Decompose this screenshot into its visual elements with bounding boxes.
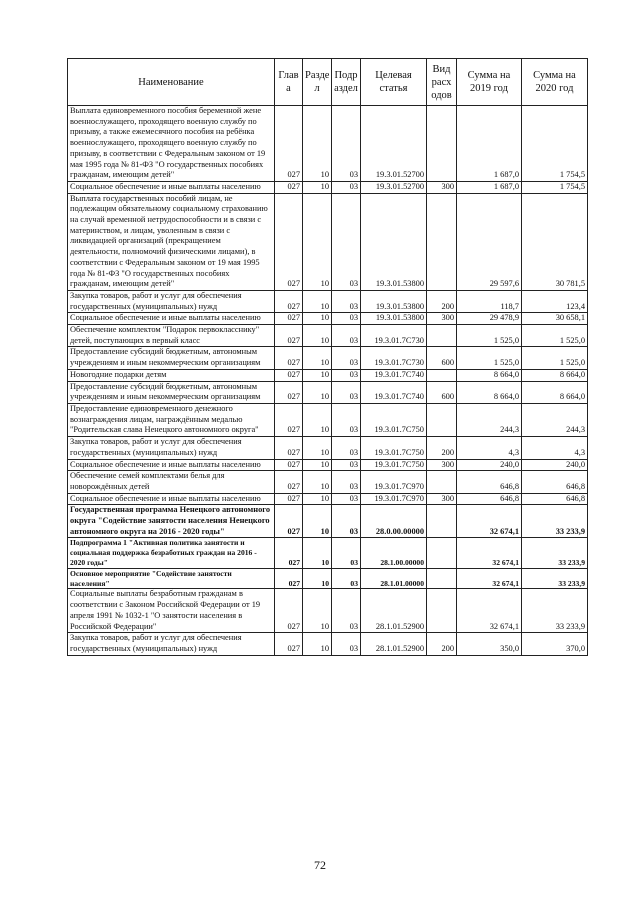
page-number: 72 xyxy=(314,858,326,872)
header-row xyxy=(68,59,588,106)
cell-sum-2020: 1 525,0 xyxy=(522,325,588,347)
cell-kind: 300 xyxy=(427,181,457,193)
cell-glava: 027 xyxy=(275,403,303,436)
cell-kind: 200 xyxy=(427,633,457,655)
cell-razdel: 10 xyxy=(303,193,332,290)
cell-razdel: 10 xyxy=(303,493,332,505)
cell-name: Закупка товаров, работ и услуг для обеспечения государственных (муниципальных) нужд xyxy=(68,437,275,459)
cell-sum-2020: 244,3 xyxy=(522,403,588,436)
header-sum-2020: Сумма на 2020 год xyxy=(522,59,588,106)
cell-sum-2020: 8 664,0 xyxy=(522,369,588,381)
cell-glava: 027 xyxy=(275,381,303,403)
cell-razdel: 10 xyxy=(303,290,332,312)
cell-sum-2019: 240,0 xyxy=(457,459,522,471)
cell-kind xyxy=(427,568,457,589)
cell-target: 28.1.01.52900 xyxy=(361,633,427,655)
cell-podrazdel: 03 xyxy=(332,589,361,633)
table-row xyxy=(68,493,588,505)
cell-sum-2020: 33 233,9 xyxy=(522,505,588,538)
cell-target: 19.3.01.7С730 xyxy=(361,325,427,347)
table-row xyxy=(68,193,588,290)
cell-name: Государственная программа Ненецкого автономного округа "Содействие занятости населения Ненецкого автономного округа на 2016 - 2020 годы" xyxy=(68,505,275,538)
header-glava: Глав а xyxy=(275,59,303,106)
cell-podrazdel: 03 xyxy=(332,493,361,505)
header-target: Целевая статья xyxy=(361,59,427,106)
cell-sum-2019: 32 674,1 xyxy=(457,505,522,538)
cell-sum-2020: 370,0 xyxy=(522,633,588,655)
cell-name: Закупка товаров, работ и услуг для обеспечения государственных (муниципальных) нужд xyxy=(68,633,275,655)
table-row xyxy=(68,403,588,436)
cell-name: Новогодние подарки детям xyxy=(68,369,275,381)
cell-glava: 027 xyxy=(275,106,303,182)
header-name: Наименование xyxy=(68,59,275,106)
cell-target: 19.3.01.7С730 xyxy=(361,347,427,369)
cell-glava: 027 xyxy=(275,568,303,589)
table-row xyxy=(68,347,588,369)
cell-name: Основное мероприятие "Содействие занятости населения" xyxy=(68,568,275,589)
cell-glava: 027 xyxy=(275,325,303,347)
table-row xyxy=(68,589,588,633)
cell-kind xyxy=(427,403,457,436)
table-row xyxy=(68,369,588,381)
cell-podrazdel: 03 xyxy=(332,313,361,325)
cell-razdel: 10 xyxy=(303,369,332,381)
cell-podrazdel: 03 xyxy=(332,471,361,493)
cell-kind xyxy=(427,325,457,347)
cell-glava: 027 xyxy=(275,181,303,193)
cell-podrazdel: 03 xyxy=(332,459,361,471)
cell-sum-2019: 32 674,1 xyxy=(457,568,522,589)
cell-name: Социальные выплаты безработным гражданам в соответствии с Законом Российской Федерации от 19 апреля 1991 № 1032-1 "О занятости населения в Российской Федерации" xyxy=(68,589,275,633)
cell-podrazdel: 03 xyxy=(332,325,361,347)
cell-sum-2020: 646,8 xyxy=(522,471,588,493)
cell-glava: 027 xyxy=(275,369,303,381)
cell-sum-2019: 29 597,6 xyxy=(457,193,522,290)
cell-kind: 300 xyxy=(427,313,457,325)
cell-glava: 027 xyxy=(275,589,303,633)
cell-razdel: 10 xyxy=(303,325,332,347)
cell-target: 19.3.01.7С970 xyxy=(361,471,427,493)
table-row xyxy=(68,181,588,193)
cell-razdel: 10 xyxy=(303,471,332,493)
table-row xyxy=(68,106,588,182)
cell-sum-2019: 32 674,1 xyxy=(457,538,522,568)
cell-sum-2019: 8 664,0 xyxy=(457,369,522,381)
cell-sum-2020: 33 233,9 xyxy=(522,589,588,633)
cell-kind xyxy=(427,106,457,182)
cell-target: 19.3.01.53800 xyxy=(361,313,427,325)
cell-glava: 027 xyxy=(275,290,303,312)
cell-podrazdel: 03 xyxy=(332,381,361,403)
cell-kind xyxy=(427,538,457,568)
cell-name: Закупка товаров, работ и услуг для обеспечения государственных (муниципальных) нужд xyxy=(68,290,275,312)
cell-sum-2019: 1 687,0 xyxy=(457,181,522,193)
cell-podrazdel: 03 xyxy=(332,403,361,436)
cell-target: 19.3.01.7С970 xyxy=(361,493,427,505)
cell-sum-2020: 1 525,0 xyxy=(522,347,588,369)
cell-podrazdel: 03 xyxy=(332,290,361,312)
cell-razdel: 10 xyxy=(303,181,332,193)
cell-razdel: 10 xyxy=(303,381,332,403)
cell-kind xyxy=(427,369,457,381)
cell-kind xyxy=(427,505,457,538)
cell-razdel: 10 xyxy=(303,313,332,325)
cell-podrazdel: 03 xyxy=(332,633,361,655)
cell-sum-2019: 4,3 xyxy=(457,437,522,459)
cell-name: Социальное обеспечение и иные выплаты населению xyxy=(68,313,275,325)
cell-kind xyxy=(427,471,457,493)
cell-name: Подпрограмма 1 "Активная политика занятости и социальная поддержка безработных граждан на 2016 - 2020 годы" xyxy=(68,538,275,568)
cell-target: 28.1.01.52900 xyxy=(361,589,427,633)
cell-glava: 027 xyxy=(275,505,303,538)
cell-sum-2019: 8 664,0 xyxy=(457,381,522,403)
cell-razdel: 10 xyxy=(303,568,332,589)
cell-sum-2020: 4,3 xyxy=(522,437,588,459)
cell-name: Обеспечение семей комплектами белья для новорождённых детей xyxy=(68,471,275,493)
cell-razdel: 10 xyxy=(303,437,332,459)
cell-razdel: 10 xyxy=(303,403,332,436)
cell-target: 19.3.01.7С750 xyxy=(361,459,427,471)
cell-sum-2020: 33 233,9 xyxy=(522,568,588,589)
cell-sum-2019: 32 674,1 xyxy=(457,589,522,633)
cell-podrazdel: 03 xyxy=(332,538,361,568)
cell-name: Предоставление субсидий бюджетным, автономным учреждениям и иным некоммерческим организациям xyxy=(68,381,275,403)
cell-kind: 200 xyxy=(427,290,457,312)
table-row xyxy=(68,505,588,538)
table-row xyxy=(68,437,588,459)
table-row xyxy=(68,538,588,568)
cell-name: Социальное обеспечение и иные выплаты населению xyxy=(68,493,275,505)
header-podrazdel: Подр аздел xyxy=(332,59,361,106)
cell-sum-2020: 30 781,5 xyxy=(522,193,588,290)
cell-sum-2019: 350,0 xyxy=(457,633,522,655)
cell-target: 28.1.00.00000 xyxy=(361,538,427,568)
header-sum-2019: Сумма на 2019 год xyxy=(457,59,522,106)
cell-razdel: 10 xyxy=(303,347,332,369)
cell-podrazdel: 03 xyxy=(332,505,361,538)
cell-sum-2020: 1 754,5 xyxy=(522,181,588,193)
cell-kind: 300 xyxy=(427,493,457,505)
table-row xyxy=(68,313,588,325)
cell-name: Обеспечение комплектом "Подарок первокласснику" детей, поступающих в первый класс xyxy=(68,325,275,347)
cell-podrazdel: 03 xyxy=(332,568,361,589)
cell-glava: 027 xyxy=(275,538,303,568)
table-row xyxy=(68,459,588,471)
table-row xyxy=(68,325,588,347)
table-row xyxy=(68,290,588,312)
cell-target: 19.3.01.7С750 xyxy=(361,437,427,459)
cell-sum-2019: 118,7 xyxy=(457,290,522,312)
cell-kind: 200 xyxy=(427,437,457,459)
table-body xyxy=(68,106,588,656)
cell-sum-2019: 1 525,0 xyxy=(457,347,522,369)
cell-target: 19.3.01.7С740 xyxy=(361,369,427,381)
cell-kind: 600 xyxy=(427,381,457,403)
cell-sum-2020: 1 754,5 xyxy=(522,106,588,182)
cell-target: 19.3.01.53800 xyxy=(361,290,427,312)
cell-glava: 027 xyxy=(275,459,303,471)
cell-kind: 300 xyxy=(427,459,457,471)
cell-target: 19.3.01.7С750 xyxy=(361,403,427,436)
cell-podrazdel: 03 xyxy=(332,106,361,182)
cell-razdel: 10 xyxy=(303,459,332,471)
cell-razdel: 10 xyxy=(303,505,332,538)
cell-kind: 600 xyxy=(427,347,457,369)
header-kind: Вид расх одов xyxy=(427,59,457,106)
cell-sum-2020: 33 233,9 xyxy=(522,538,588,568)
cell-glava: 027 xyxy=(275,493,303,505)
cell-sum-2020: 30 658,1 xyxy=(522,313,588,325)
cell-sum-2019: 29 478,9 xyxy=(457,313,522,325)
cell-sum-2020: 123,4 xyxy=(522,290,588,312)
header-razdel: Разде л xyxy=(303,59,332,106)
table-row xyxy=(68,381,588,403)
cell-sum-2019: 646,8 xyxy=(457,471,522,493)
cell-name: Предоставление единовременного денежного вознаграждения лицам, награждённым медалью "Родительская слава Ненецкого автономного округа" xyxy=(68,403,275,436)
cell-razdel: 10 xyxy=(303,106,332,182)
cell-glava: 027 xyxy=(275,313,303,325)
cell-sum-2019: 1 525,0 xyxy=(457,325,522,347)
cell-razdel: 10 xyxy=(303,589,332,633)
table-row xyxy=(68,633,588,655)
cell-glava: 027 xyxy=(275,437,303,459)
cell-name: Выплата единовременного пособия беременной жене военнослужащего, проходящего военную службу по призыву, а также ежемесячного пособия на ребёнка военнослужащего, проходящего военную службу по призыву, в соответствии с Федеральным законом от 19 мая 1995 года № 81-ФЗ "О государственных пособиях гражданам, имеющим детей" xyxy=(68,106,275,182)
cell-kind xyxy=(427,193,457,290)
cell-podrazdel: 03 xyxy=(332,437,361,459)
cell-sum-2020: 8 664,0 xyxy=(522,381,588,403)
cell-name: Социальное обеспечение и иные выплаты населению xyxy=(68,459,275,471)
cell-podrazdel: 03 xyxy=(332,193,361,290)
cell-target: 19.3.01.52700 xyxy=(361,181,427,193)
table-row xyxy=(68,568,588,589)
cell-name: Социальное обеспечение и иные выплаты населению xyxy=(68,181,275,193)
cell-name: Выплата государственных пособий лицам, не подлежащим обязательному социальному страхованию на случай временной нетрудоспособности и в связи с материнством, и лицам, уволенным в связи с ликвидацией организаций (прекращением деятельности, полномочий физическими лицами), в соответствии с Федеральным законом от 19 мая 1995 года № 81-ФЗ "О государственных пособиях гражданам, имеющим детей" xyxy=(68,193,275,290)
cell-podrazdel: 03 xyxy=(332,347,361,369)
cell-sum-2019: 646,8 xyxy=(457,493,522,505)
cell-podrazdel: 03 xyxy=(332,369,361,381)
cell-sum-2020: 240,0 xyxy=(522,459,588,471)
cell-razdel: 10 xyxy=(303,538,332,568)
cell-glava: 027 xyxy=(275,633,303,655)
cell-sum-2019: 1 687,0 xyxy=(457,106,522,182)
cell-target: 19.3.01.7С740 xyxy=(361,381,427,403)
table-row xyxy=(68,471,588,493)
cell-name: Предоставление субсидий бюджетным, автономным учреждениям и иным некоммерческим организациям xyxy=(68,347,275,369)
cell-glava: 027 xyxy=(275,471,303,493)
cell-sum-2019: 244,3 xyxy=(457,403,522,436)
cell-kind xyxy=(427,589,457,633)
cell-target: 28.0.00.00000 xyxy=(361,505,427,538)
cell-target: 19.3.01.53800 xyxy=(361,193,427,290)
cell-target: 19.3.01.52700 xyxy=(361,106,427,182)
cell-podrazdel: 03 xyxy=(332,181,361,193)
budget-table xyxy=(67,58,588,656)
cell-sum-2020: 646,8 xyxy=(522,493,588,505)
cell-target: 28.1.01.00000 xyxy=(361,568,427,589)
cell-razdel: 10 xyxy=(303,633,332,655)
cell-glava: 027 xyxy=(275,193,303,290)
cell-glava: 027 xyxy=(275,347,303,369)
